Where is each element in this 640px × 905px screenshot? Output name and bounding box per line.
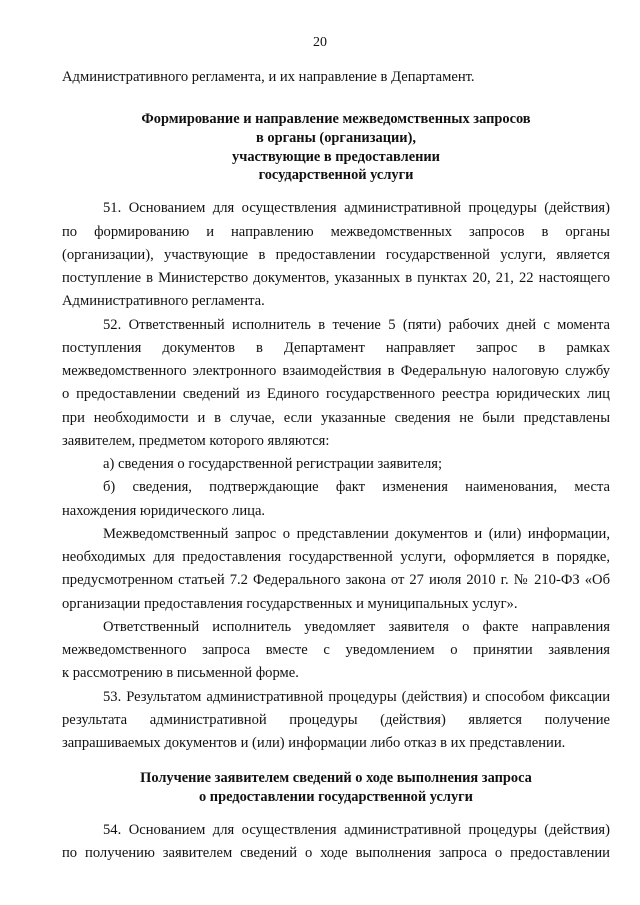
paragraph-line: необходимых для предоставления государственной услуги, оформляется в порядке, [62, 549, 610, 565]
list-item-b: б) сведения, подтверждающие факт изменения наименования, места [103, 479, 610, 495]
paragraph-line: межведомственного запроса вместе с уведомлением о принятии заявления [62, 642, 610, 658]
paragraph-line: по формированию и направлению межведомственных запросов в органы [62, 224, 610, 240]
intro-line: Административного регламента, и их направление в Департамент. [62, 69, 475, 85]
paragraph-line: поступления документов в Департамент направляет запрос в рамках [62, 340, 610, 356]
paragraph-line: Ответственный исполнитель уведомляет заявителя о факте направления [103, 619, 610, 635]
section-heading-line: в органы (организации), [256, 130, 416, 146]
list-item-a: а) сведения о государственной регистрации заявителя; [103, 456, 443, 472]
paragraph-line: предусмотренном статьей 7.2 Федерального закона от 27 июля 2010 г. № 210-ФЗ «Об [62, 572, 610, 588]
paragraph-line: Межведомственный запрос о представлении документов и (или) информации, [103, 526, 610, 542]
page-number: 20 [313, 35, 327, 50]
paragraph-line: 54. Основанием для осуществления административной процедуры (действия) [103, 822, 610, 838]
paragraph-line: результата административной процедуры (действия) является получение [62, 712, 610, 728]
paragraph-line: 53. Результатом административной процедуры (действия) и способом фиксации [103, 689, 610, 705]
section-heading-line: государственной услуги [258, 167, 414, 183]
section-heading-line: Формирование и направление межведомственных запросов [141, 111, 531, 127]
paragraph-line: поступление в Министерство документов, указанных в пунктах 20, 21, 22 настоящего [62, 270, 610, 286]
paragraph-line: к рассмотрению в письменной форме. [62, 665, 299, 681]
section-heading-line: Получение заявителем сведений о ходе выполнения запроса [140, 770, 532, 786]
paragraph-line: Административного регламента. [62, 293, 265, 309]
paragraph-line: организации предоставления государственных и муниципальных услуг». [62, 596, 518, 612]
paragraph-line: запрашиваемых документов и (или) информации либо отказ в их представлении. [62, 735, 566, 751]
paragraph-line: заявителем, предметом которого являются: [62, 433, 330, 449]
paragraph-line: 51. Основанием для осуществления административной процедуры (действия) [103, 200, 610, 216]
paragraph-line: о предоставлении сведений из Единого государственного реестра юридических лиц [62, 386, 610, 402]
paragraph-line: нахождения юридического лица. [62, 503, 266, 519]
paragraph-line: по получению заявителем сведений о ходе выполнения запроса о предоставлении [62, 845, 610, 861]
paragraph-line: (организации), участвующие в предоставлении государственной услуги, является [62, 247, 610, 263]
section-heading-line: о предоставлении государственной услуги [199, 789, 473, 805]
paragraph-line: межведомственного электронного взаимодействия в Федеральную налоговую службу [62, 363, 610, 379]
section-heading-line: участвующие в предоставлении [232, 149, 440, 165]
paragraph-line: 52. Ответственный исполнитель в течение 5 (пяти) рабочих дней с момента [103, 317, 610, 333]
paragraph-line: при необходимости и в случае, если указанные сведения не были представлены [62, 410, 610, 426]
